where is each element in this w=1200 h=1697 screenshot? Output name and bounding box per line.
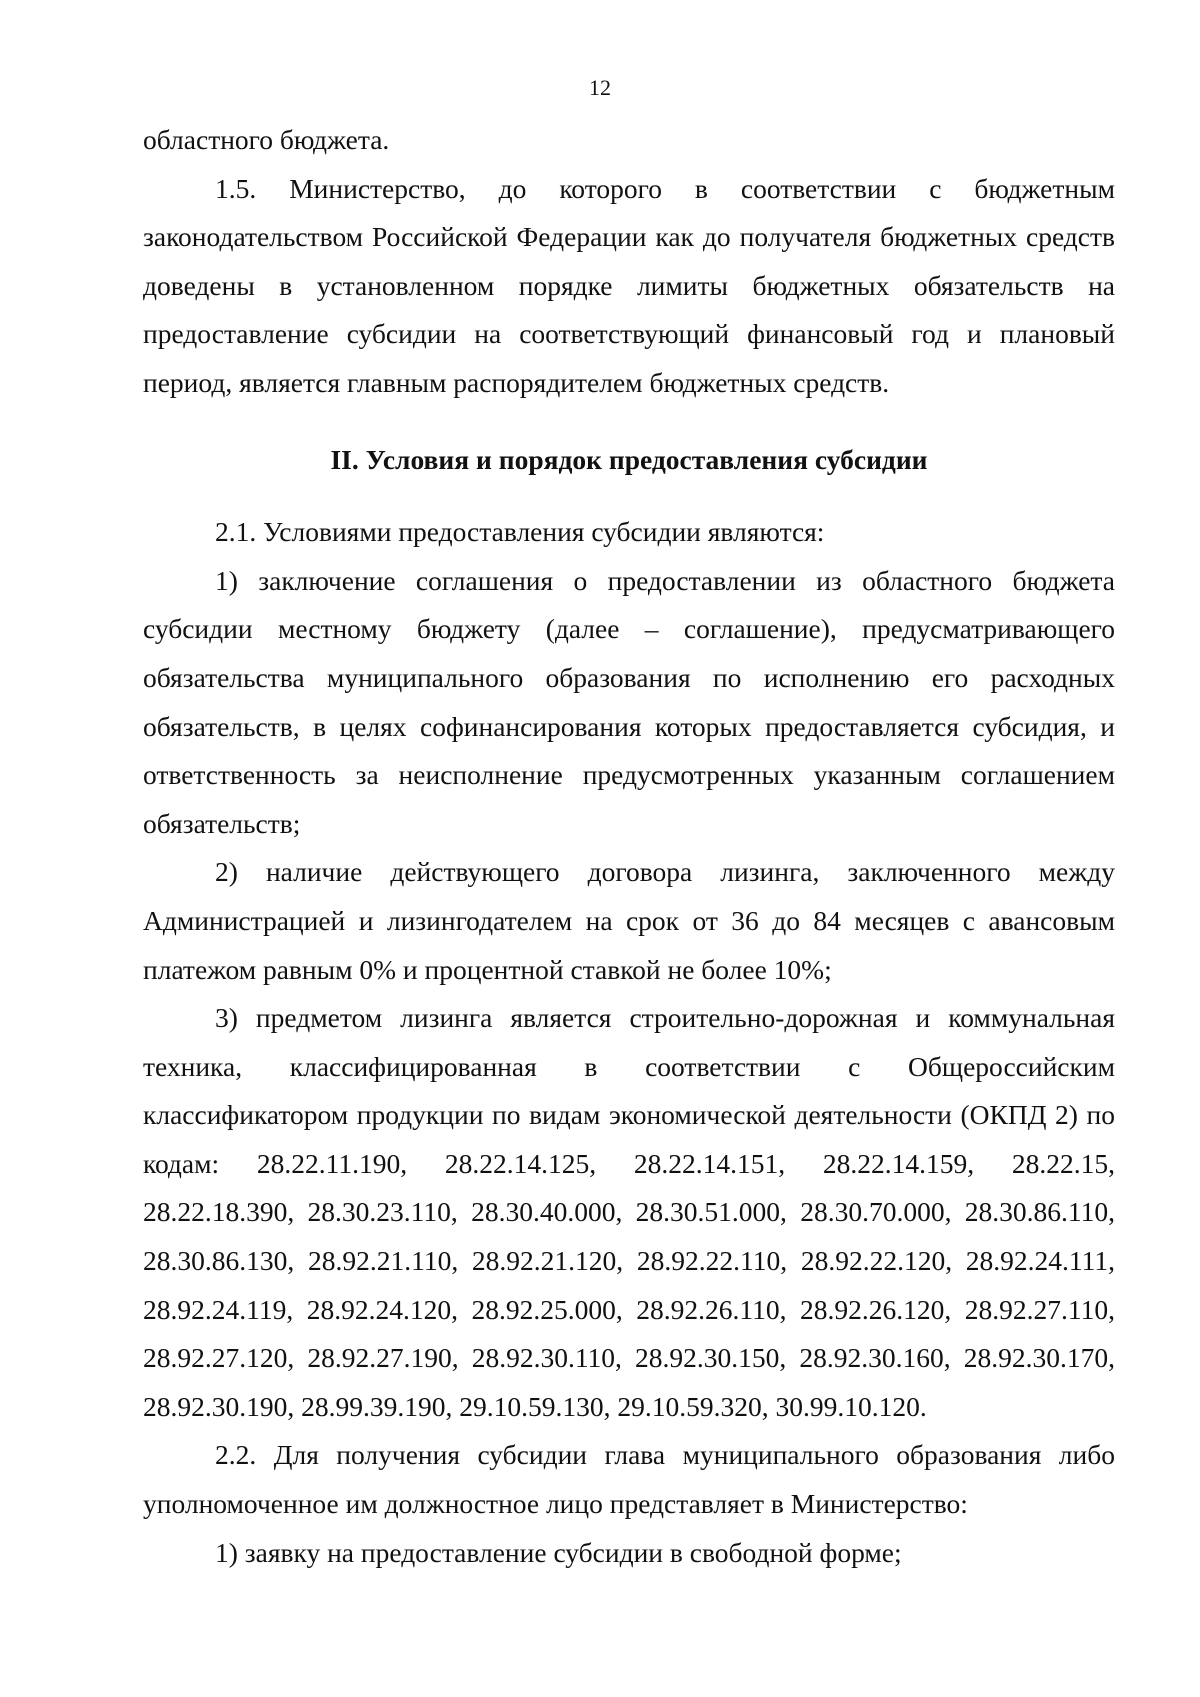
paragraph-2-1: 2.1. Условиями предоставления субсидии являются: [215, 516, 825, 548]
paragraph-1-5: 1.5. Министерство, до которого в соответствии с бюджетным законодательством Российской Федерации как до получателя бюджетных средств доведены в установленном порядке лимиты бюджетных обязательств на предоставление субсидии на соответствующий финансовый год и плановый период, является главным распорядителем бюджетных средств. [143, 172, 1115, 398]
paragraph-continuation: областного бюджета. [143, 124, 390, 155]
list-item-3-leasing-subject: 3) предметом лизинга является строительно-дорожная и коммунальная техника, классифицированная в соответствии с Общероссийским классификатором продукции по видам экономической деятельности (ОКПД 2) по кодам: 28.22.11.190, 28.22.14.125, 28.22.14.151, 28.22.14.159, 28.22.15, 28.22.18.390, 28.30.23.110, 28.30.40.000, 28.30.51.000, 28.30.70.000, 28.30.86.110, 28.30.86.130, 28.92.21.110, 28.92.21.120, 28.92.22.110, 28.92.22.120, 28.92.24.111, 28.92.24.119, 28.92.24.120, 28.92.25.000, 28.92.26.110, 28.92.26.120, 28.92.27.110, 28.92.27.120, 28.92.27.190, 28.92.30.110, 28.92.30.150, 28.92.30.160, 28.92.30.170, 28.92.30.190, 28.99.39.190, 29.10.59.130, 29.10.59.320, 30.99.10.120. [143, 1002, 1115, 1422]
list-item-2-leasing-contract: 2) наличие действующего договора лизинга, заключенного между Администрацией и лизингодателем на срок от 36 до 84 месяцев с авансовым платежом равным 0% и процентной ставкой не более 10%; [143, 856, 1115, 985]
paragraph-2-2: 2.2. Для получения субсидии глава муниципального образования либо уполномоченное им должностное лицо представляет в Министерство: [143, 1439, 1115, 1520]
section-heading: II. Условия и порядок предоставления субсидии [330, 443, 928, 475]
list-item-1-agreement: 1) заключение соглашения о предоставлении из областного бюджета субсидии местному бюджету (далее – соглашение), предусматривающего обязательства муниципального образования по исполнению его расходных обязательств, в целях софинансирования которых предоставляется субсидия, и ответственность за неисполнение предусмотренных указанным соглашением обязательств; [143, 564, 1115, 839]
page-number: 12 [589, 75, 611, 100]
document-body [143, 116, 1115, 1577]
list-item-1-application: 1) заявку на предоставление субсидии в свободной форме; [215, 1536, 902, 1568]
